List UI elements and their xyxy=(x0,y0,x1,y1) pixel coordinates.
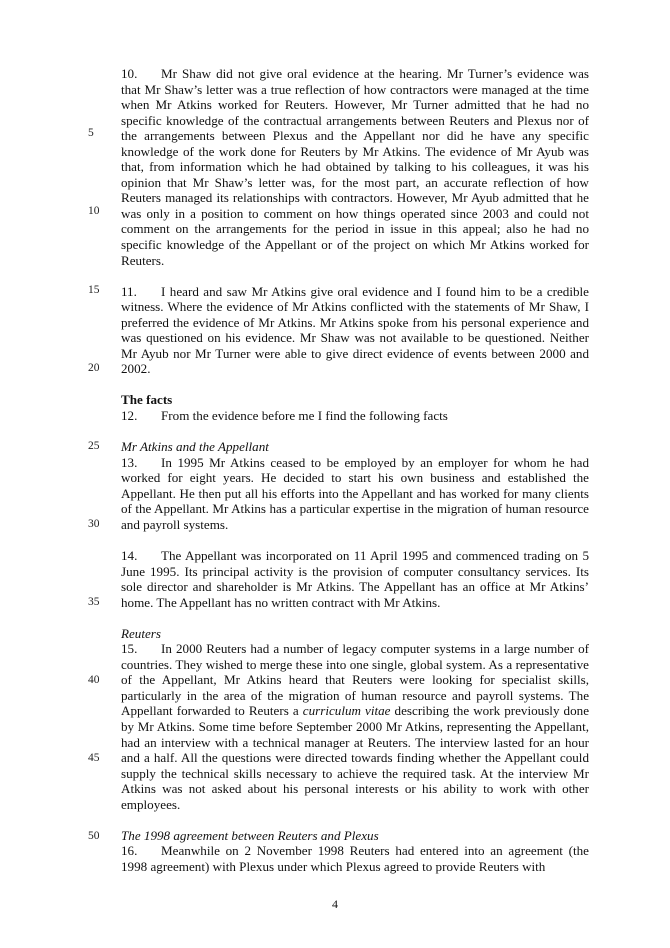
paragraph-text: In 1995 Mr Atkins ceased to be employed by an employer for whom he had worked for eight years. He decided to start his own business and established the Appellant. He then put all his efforts into the Appellant and has worked for many clients of the Appellant. Mr Atkins has a particular expertise in the migration of human resource and payroll systems. xyxy=(121,454,589,532)
paragraph-text: From the evidence before me I find the following facts xyxy=(161,408,448,424)
line-number: 35 xyxy=(88,596,100,608)
paragraph-15 xyxy=(121,641,589,812)
paragraph-14 xyxy=(121,548,589,610)
section-heading-facts: The facts xyxy=(121,392,173,408)
paragraph-text: I heard and saw Mr Atkins give oral evidence and I found him to be a credible witness. Where the evidence of Mr Atkins conflicted with the statements of Mr Shaw, I preferred the evidence of Mr Atkins. Mr Atkins spoke from his personal experience and was questioned on his evidence. Mr Shaw was not available to be questioned. Neither Mr Ayub nor Mr Turner were able to give direct evidence of events between 2000 and 2002. xyxy=(121,283,589,377)
line-number: 5 xyxy=(88,127,94,139)
paragraph-10 xyxy=(121,66,589,268)
paragraph-text: Mr Shaw did not give oral evidence at the hearing. Mr Turner’s evidence was that Mr Shaw’s letter was a true reflection of how contractors were managed at the time when Mr Atkins worked for Reuters. However, Mr Turner admitted that he had no specific knowledge of the contractual arrangements between Reuters and Plexus nor of the arrangements between Plexus and the Appellant nor did he have any specific knowledge of the work done for Reuters by Mr Atkins. The evidence of Mr Ayub was that, from information which he had obtained by talking to his colleagues, it was his opinion that Mr Shaw’s letter was, for the most part, an accurate reflection of how Reuters managed its relationships with contractors. However, Mr Ayub admitted that he was only in a position to comment on how things operated since 2003 and could not comment on the arrangements for the period in issue in this appeal; also he had no specific knowledge of the Appellant or of the project on which Mr Atkins worked for Reuters. xyxy=(121,66,589,268)
paragraph-11 xyxy=(121,284,589,377)
page-number: 4 xyxy=(332,897,338,911)
subheading-atkins-appellant: Mr Atkins and the Appellant xyxy=(121,439,269,455)
line-number: 40 xyxy=(88,674,100,686)
subheading-1998-agreement: The 1998 agreement between Reuters and Plexus xyxy=(121,827,379,843)
paragraph-text: describing the work previously done by Mr Atkins. Some time before September 2000 Mr Atkins, representing the Appellant, had an interview with a technical manager at Reuters. The interview lasted for an hour and a half. All the questions were directed towards finding whether the Appellant could supply the technical skills necessary to achieve the required task. At the interview Mr Atkins was not asked about his personal interests or his ability to work with other employees. xyxy=(121,703,590,812)
line-number: 20 xyxy=(88,362,100,374)
line-number: 15 xyxy=(88,284,100,296)
line-number: 30 xyxy=(88,518,100,530)
paragraph-12 xyxy=(121,408,589,424)
paragraph-number: 14. xyxy=(121,547,138,563)
paragraph-number: 10. xyxy=(121,66,138,81)
line-number: 45 xyxy=(88,752,100,764)
paragraph-number: 13. xyxy=(121,454,138,470)
line-number: 50 xyxy=(88,830,100,842)
paragraph-16 xyxy=(121,843,589,874)
document-body xyxy=(121,66,589,874)
paragraph-text: Meanwhile on 2 November 1998 Reuters had entered into an agreement (the 1998 agreement) with Plexus under which Plexus agreed to provide Reuters with xyxy=(121,843,589,874)
line-number: 25 xyxy=(88,440,100,452)
subheading-reuters: Reuters xyxy=(121,625,161,641)
line-number: 10 xyxy=(88,205,100,217)
paragraph-number: 12. xyxy=(121,408,138,424)
paragraph-text: The Appellant was incorporated on 11 April 1995 and commenced trading on 5 June 1995. Its principal activity is the provision of computer consultancy services. Its sole director and shareholder is Mr Atkins. The Appellant has an office at Mr Atkins’ home. The Appellant has no written contract with Mr Atkins. xyxy=(121,547,589,610)
paragraph-13 xyxy=(121,455,589,533)
paragraph-text: In 2000 Reuters had a number of legacy computer systems in a large number of countries. They wished to merge these into one single, global system. As a representative of the Appellant, Mr Atkins heard that Reuters were looking for specialist skills, particularly in the area of the migration of human resource and payroll systems. The Appellant forwarded to Reuters a xyxy=(121,641,589,719)
paragraph-number: 15. xyxy=(121,641,138,657)
paragraph-number: 11. xyxy=(121,283,137,299)
paragraph-text-italic: curriculum vitae xyxy=(302,703,391,719)
paragraph-number: 16. xyxy=(121,843,138,859)
